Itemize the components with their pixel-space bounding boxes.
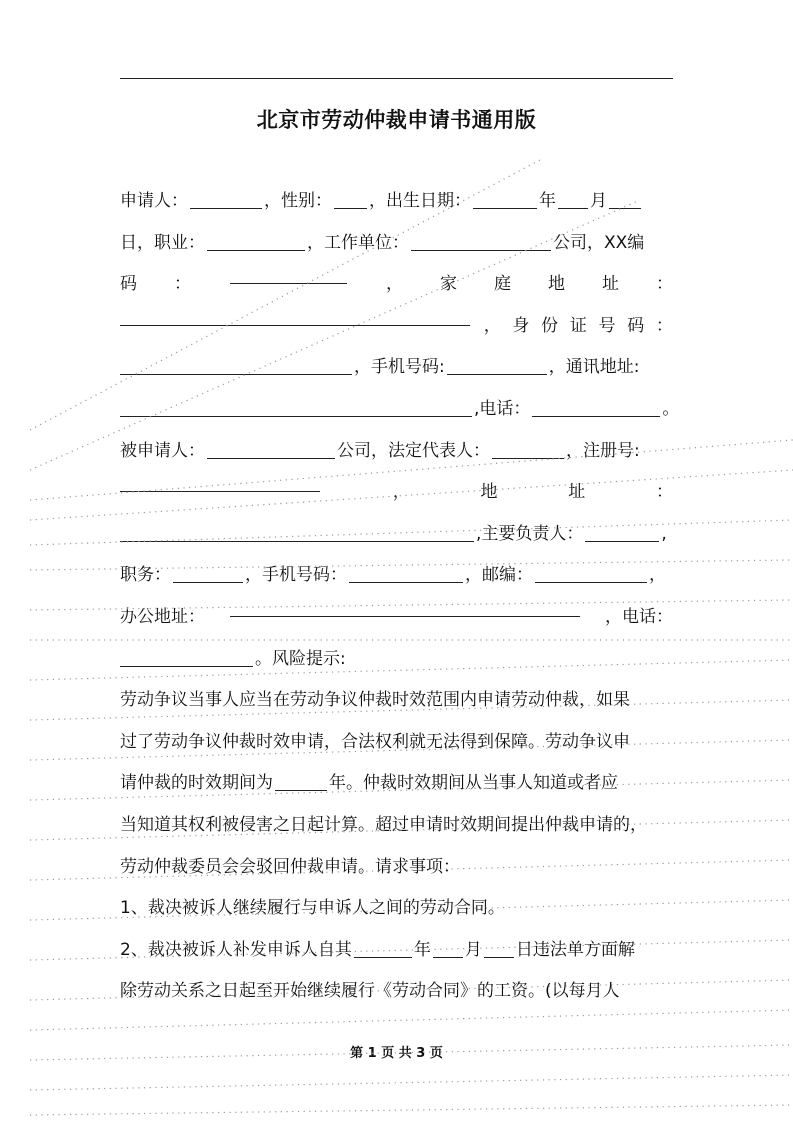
blank-mobile bbox=[447, 355, 547, 375]
blank-claim-day bbox=[484, 938, 514, 958]
blank-birth-year bbox=[473, 189, 537, 209]
office-address-line: 办公地址： ，电话： bbox=[120, 597, 673, 639]
blank-office-address bbox=[230, 597, 580, 617]
blank-limitation-years bbox=[275, 771, 327, 791]
position-line: 职务： ，手机号码： ，邮编： ， bbox=[120, 565, 666, 586]
applicant-line: 申请人： ，性别： ，出生日期： 年 月 bbox=[120, 181, 673, 223]
paragraph-line: 劳动仲裁委员会会驳回仲裁申请。请求事项： bbox=[120, 856, 460, 877]
blank-principal bbox=[585, 522, 659, 542]
blank-postcode bbox=[535, 563, 647, 583]
claim-item-2-cont: 除劳动关系之日起至开始继续履行《劳动合同》的工资。(以每月人 bbox=[120, 981, 620, 1002]
id-number-line: ， 身 份 证 号 码 ： bbox=[120, 306, 673, 348]
document-title: 北京市劳动仲裁申请书通用版 bbox=[256, 108, 537, 132]
paragraph-line: 请仲裁的时效期间为 年。仲裁时效期间从当事人知道或者应 bbox=[120, 773, 618, 794]
claim-item-1: 1、裁决被诉人继续履行与申诉人之间的劳动合同。 bbox=[120, 898, 505, 919]
claim-item-2: 2、裁决被诉人补发申诉人自其 年 月 日违法单方面解 bbox=[120, 939, 635, 960]
blank-office-phone bbox=[120, 647, 253, 667]
blank-employer bbox=[411, 231, 551, 251]
principal-line: ,主要负责人： , bbox=[120, 514, 673, 556]
blank-claim-year bbox=[354, 938, 412, 958]
blank-legal-rep bbox=[492, 439, 564, 459]
blank-gender bbox=[334, 189, 367, 209]
header-rule bbox=[120, 78, 673, 79]
blank-mailing-address bbox=[120, 397, 472, 417]
blank-birth-day bbox=[609, 189, 641, 209]
blank-registration-number bbox=[120, 472, 320, 492]
blank-claim-month bbox=[433, 938, 463, 958]
page-footer: 第 1 页 共 3 页 bbox=[350, 1046, 443, 1061]
paragraph-line: 劳动争议当事人应当在劳动争议仲裁时效范围内申请劳动仲裁，如果 bbox=[120, 690, 630, 711]
phone-line: ，手机号码: ，通讯地址: bbox=[120, 347, 673, 389]
document-body bbox=[120, 181, 680, 1013]
paragraph-line: 过了劳动争议仲裁时效申请，合法权利就无法得到保障。劳动争议申 bbox=[120, 731, 630, 752]
code-address-line: 码 ： ， 家 庭 地 址 ： bbox=[120, 264, 673, 306]
respondent-address-line: ， 地 址 ： bbox=[120, 472, 673, 514]
blank-applicant-name bbox=[190, 189, 262, 209]
blank-id-number bbox=[120, 355, 352, 375]
blank-occupation bbox=[207, 231, 305, 251]
blank-position bbox=[173, 563, 243, 583]
blank-code bbox=[230, 264, 347, 284]
respondent-line: 被申请人： 公司，法定代表人： ，注册号: bbox=[120, 440, 640, 461]
blank-respondent-mobile bbox=[349, 563, 463, 583]
blank-home-address bbox=[120, 306, 470, 326]
mailing-line: ,电话： 。 bbox=[120, 389, 673, 431]
risk-notice-line: 。风险提示: bbox=[120, 639, 673, 681]
blank-respondent bbox=[207, 439, 335, 459]
blank-phone bbox=[532, 397, 660, 417]
occupation-line: 日，职业： ，工作单位： 公司，XX编 bbox=[120, 232, 645, 253]
blank-respondent-address bbox=[120, 522, 474, 542]
paragraph-line: 当知道其权利被侵害之日起计算。超过申请时效期间提出仲裁申请的， bbox=[120, 814, 647, 835]
blank-birth-month bbox=[558, 189, 588, 209]
